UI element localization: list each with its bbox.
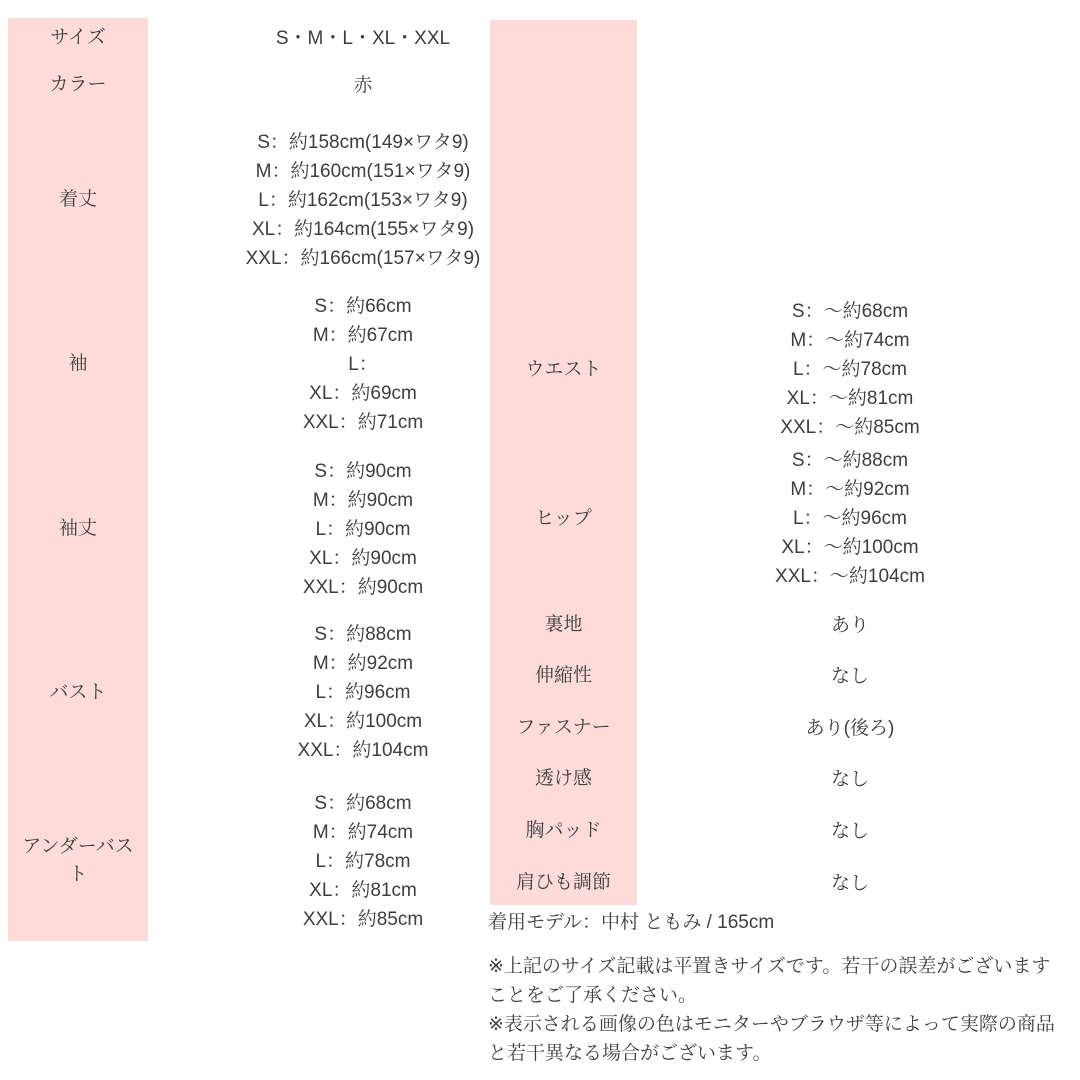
value-line: M：約74cm xyxy=(312,822,414,843)
value-line: S：約90cm xyxy=(314,461,412,482)
value-line: M：約67cm xyxy=(312,325,414,346)
value-line: XXL：〜約85cm xyxy=(780,417,920,438)
label-stretch: 伸縮性 xyxy=(534,665,592,686)
left-label-column-bg xyxy=(8,18,148,941)
value-line: L： xyxy=(348,354,378,375)
value-line: XXL：約85cm xyxy=(302,909,424,930)
label-zipper: ファスナー xyxy=(516,717,611,738)
value-line: XL：〜約100cm xyxy=(781,537,919,558)
label-sheerness: 透け感 xyxy=(534,768,592,789)
value-lining xyxy=(620,611,1080,640)
value-line: L：約78cm xyxy=(315,851,411,872)
value-line: XL：〜約81cm xyxy=(786,388,914,409)
value-length xyxy=(155,128,571,273)
label-length: 着丈 xyxy=(58,189,97,210)
note-line: と若干異なる場合がございます。 xyxy=(488,1043,772,1064)
value-line: あり(後ろ) xyxy=(805,718,895,739)
value-line: M：約90cm xyxy=(312,490,414,511)
label-sleeve: 袖 xyxy=(68,353,88,374)
value-line: S：〜約88cm xyxy=(791,450,909,471)
label-color: カラー xyxy=(49,74,107,95)
label-underbust: アンダーバスト xyxy=(22,836,134,885)
label-hip: ヒップ xyxy=(535,508,592,529)
value-line: なし xyxy=(830,873,869,894)
value-strap-adjust xyxy=(620,869,1080,898)
value-line: XXL：約90cm xyxy=(302,577,424,598)
value-line: L：約162cm(153×ワタ9) xyxy=(258,190,468,211)
value-waist xyxy=(620,297,1080,442)
label-size: サイズ xyxy=(50,27,106,48)
value-line: M：〜約92cm xyxy=(790,479,910,500)
value-line: L：〜約78cm xyxy=(792,359,908,380)
value-line: XL：約100cm xyxy=(303,711,423,732)
value-hip xyxy=(620,446,1080,591)
value-line: XXL：約71cm xyxy=(302,412,424,433)
value-chest-pad xyxy=(620,817,1080,846)
label-lining: 裏地 xyxy=(544,614,583,635)
value-line: あり xyxy=(830,615,869,636)
value-line: S：約68cm xyxy=(314,793,412,814)
note-line: ※上記のサイズ記載は平置きサイズです。若干の誤差がございます xyxy=(488,956,1051,977)
value-line: S・M・L・XL・XXL xyxy=(275,28,451,49)
value-line: XXL：約166cm(157×ワタ9) xyxy=(245,248,481,269)
label-bust: バスト xyxy=(49,682,107,703)
value-zipper xyxy=(620,714,1080,743)
label-waist: ウエスト xyxy=(525,359,602,380)
value-line: M：〜約74cm xyxy=(790,330,910,351)
value-size xyxy=(155,24,571,53)
note-line: ことをご了承ください。 xyxy=(488,985,698,1006)
value-bust xyxy=(155,620,571,765)
value-sheerness xyxy=(620,765,1080,794)
model-info-line: 着用モデル：中村 ともみ / 165cm xyxy=(488,912,775,933)
value-line: なし xyxy=(830,769,869,790)
value-line: S：約66cm xyxy=(314,296,412,317)
value-line: M：約92cm xyxy=(312,653,414,674)
value-line: なし xyxy=(830,666,869,687)
value-line: L：約90cm xyxy=(315,519,411,540)
value-line: なし xyxy=(830,821,869,842)
value-line: S：約158cm(149×ワタ9) xyxy=(257,132,469,153)
value-line: XL：約81cm xyxy=(309,880,417,901)
value-line: L：約96cm xyxy=(315,682,411,703)
label-chest-pad: 胸パッド xyxy=(525,820,602,841)
value-line: L：〜約96cm xyxy=(792,508,908,529)
value-line: S：〜約68cm xyxy=(791,301,909,322)
disclaimer-notes xyxy=(488,952,1080,1068)
value-line: 赤 xyxy=(353,75,373,96)
value-line: XL：約90cm xyxy=(309,548,417,569)
value-color xyxy=(155,71,571,100)
label-strap-adjust: 肩ひも調節 xyxy=(515,872,611,893)
value-line: XXL：約104cm xyxy=(297,740,429,761)
value-line: XL：約164cm(155×ワタ9) xyxy=(251,219,475,240)
value-line: XL：約69cm xyxy=(309,383,417,404)
value-line: S：約88cm xyxy=(314,624,412,645)
label-sleeve-length: 袖丈 xyxy=(58,518,97,539)
value-stretch xyxy=(620,662,1080,691)
value-line: XXL：〜約104cm xyxy=(775,566,925,587)
note-line: ※表示される画像の色はモニターやブラウザ等によって実際の商品 xyxy=(488,1014,1055,1035)
value-line: M：約160cm(151×ワタ9) xyxy=(255,161,471,182)
